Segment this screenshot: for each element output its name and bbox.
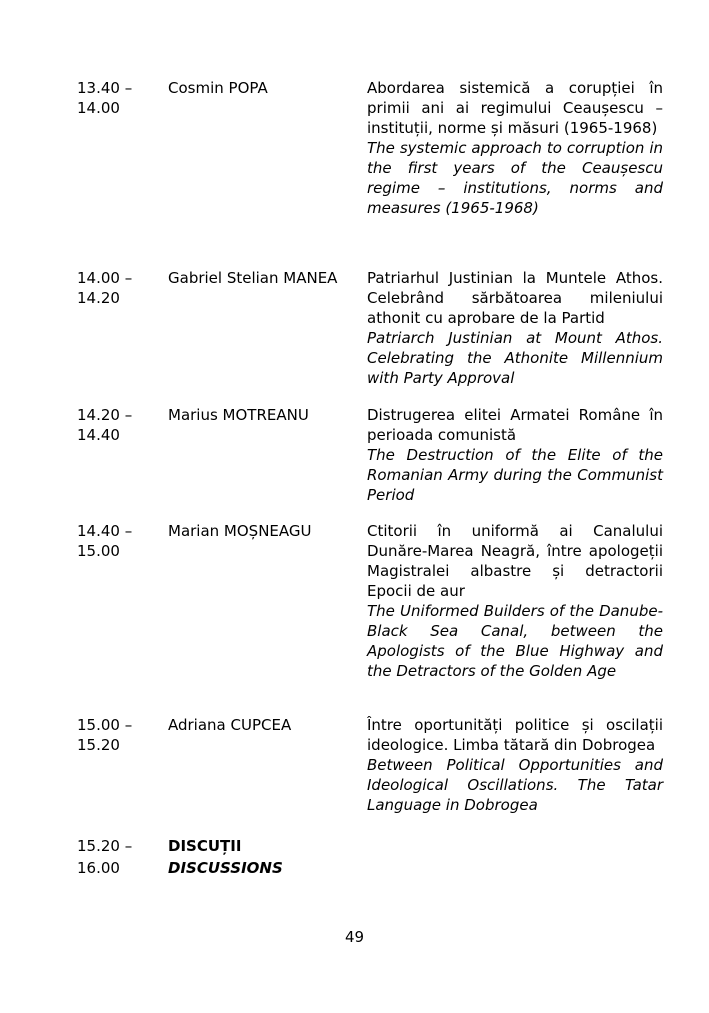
talk-title-en: The systemic approach to corruption in the first years of the Ceaușescu regime – institutions, norms and measures (1965-1968): [367, 139, 663, 217]
speaker-name: Marius MOTREANU: [168, 406, 309, 424]
session-time: 14.00 – 14.20: [77, 269, 133, 307]
talk-title-ro: Ctitorii în uniformă ai Canalului Dunăre-Marea Neagră, între apologeții Magistralei albastre și detractorii Epocii de aur: [367, 522, 663, 600]
talk-title-ro: Între oportunități politice și oscilații ideologice. Limba tătară din Dobrogea: [367, 716, 663, 754]
speaker-name: Gabriel Stelian MANEA: [168, 269, 338, 287]
session-time: 13.40 – 14.00: [77, 79, 133, 117]
talk-title: [367, 268, 663, 388]
session-time: 15.00 – 15.20: [77, 716, 133, 754]
session-time: 14.20 – 14.40: [77, 406, 133, 444]
discussion-label: [168, 835, 358, 879]
session-time: 14.40 – 15.00: [77, 522, 133, 560]
talk-title: [367, 405, 663, 505]
talk-title-ro: Distrugerea elitei Armatei Române în perioada comunistă: [367, 406, 663, 444]
talk-title-en: Between Political Opportunities and Ideological Oscillations. The Tatar Language in Dobrogea: [367, 756, 663, 814]
page-number: 49: [344, 928, 365, 946]
speaker-name: Marian MOȘNEAGU: [168, 522, 312, 540]
discussion-label-en: DISCUSSIONS: [168, 859, 283, 877]
talk-title-en: The Destruction of the Elite of the Romanian Army during the Communist Period: [367, 446, 663, 504]
talk-title: [367, 521, 663, 681]
discussion-label-ro: DISCUȚII: [168, 837, 242, 855]
talk-title-en: The Uniformed Builders of the Danube-Black Sea Canal, between the Apologists of the Blue Highway and the Detractors of the Golden Age: [367, 602, 663, 680]
talk-title: [367, 715, 663, 815]
speaker-name: Cosmin POPA: [168, 79, 268, 97]
discussion-time: 15.20 – 16.00: [77, 837, 133, 877]
talk-title-ro: Abordarea sistemică a corupției în primii ani ai regimului Ceaușescu – instituții, norme și măsuri (1965-1968): [367, 79, 663, 137]
talk-title-en: Patriarch Justinian at Mount Athos. Celebrating the Athonite Millennium with Party Approval: [367, 329, 663, 387]
talk-title: [367, 78, 663, 218]
speaker-name: Adriana CUPCEA: [168, 716, 292, 734]
talk-title-ro: Patriarhul Justinian la Muntele Athos. Celebrând sărbătoarea mileniului athonit cu aprobare de la Partid: [367, 269, 663, 327]
